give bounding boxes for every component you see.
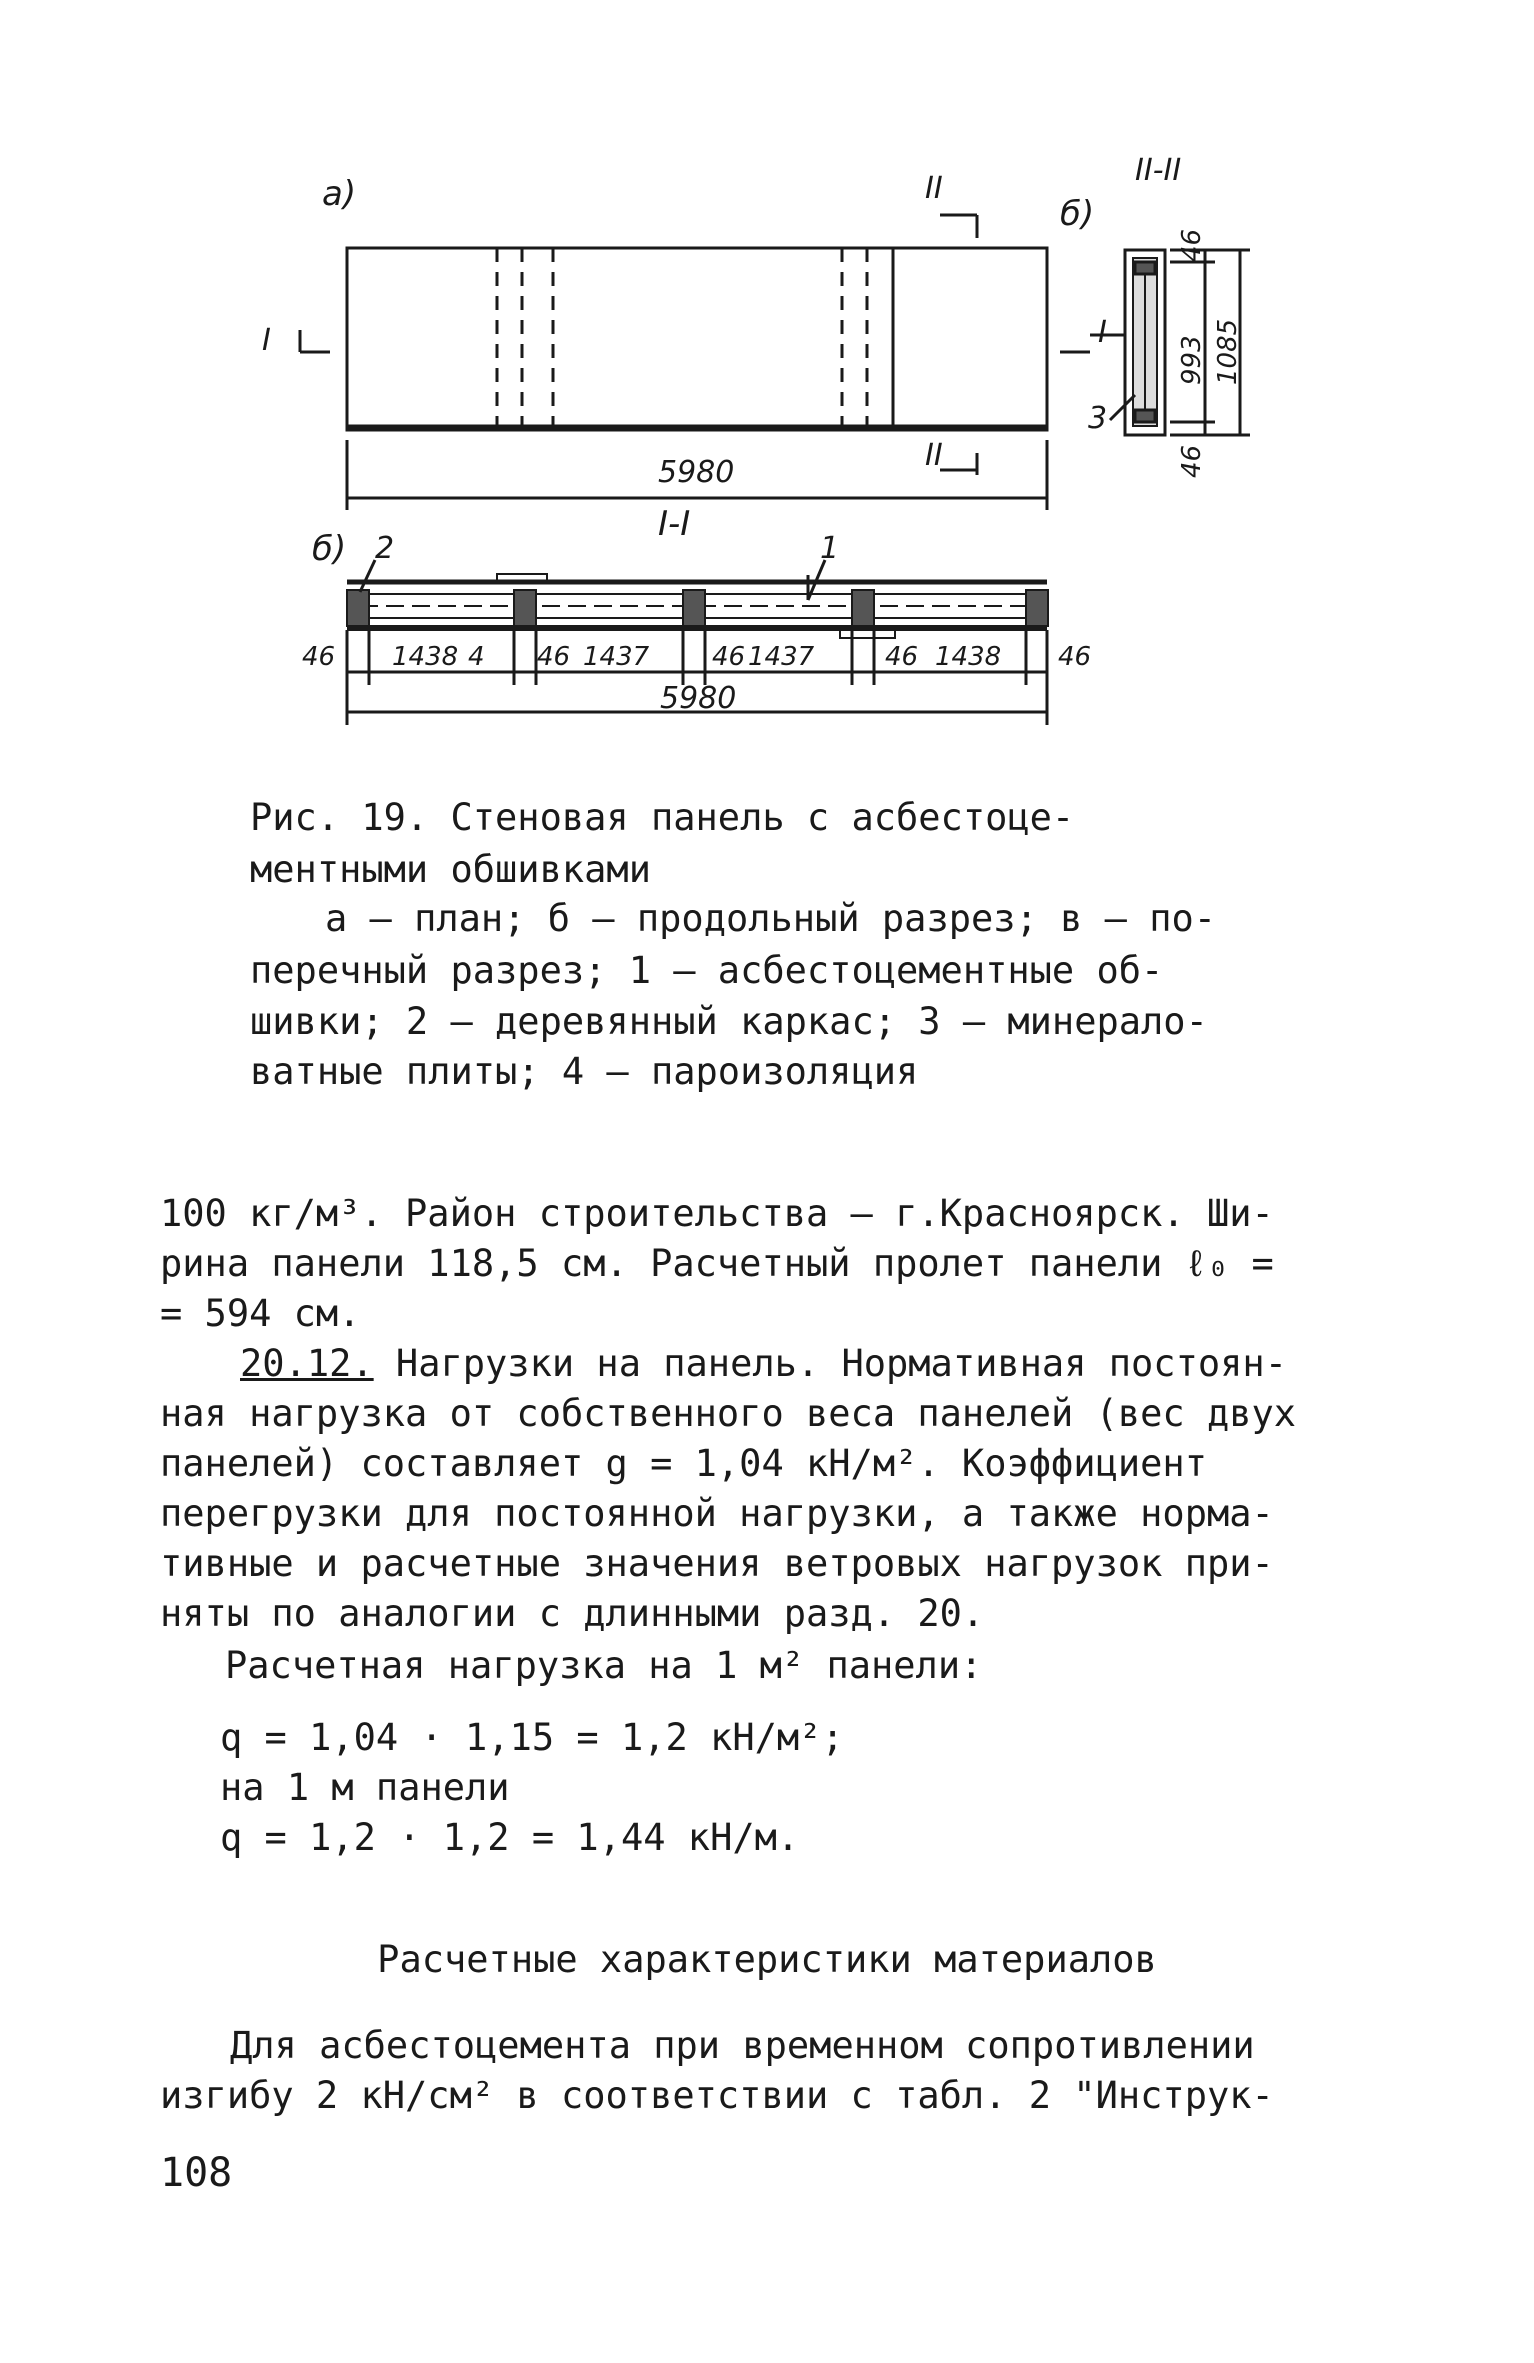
dim-long-4: 1437 <box>583 642 650 672</box>
dim-cross-top: 46 <box>1177 228 1207 262</box>
plan-outline <box>347 248 1047 430</box>
caption-desc-2: перечный разрез; 1 – асбестоцементные об- <box>250 949 1164 992</box>
label-b-side: б) <box>1060 194 1095 234</box>
body-p1-line-2: рина панели 118,5 см. Расчетный пролет панели ℓ₀ = <box>160 1242 1274 1285</box>
body-p4-line-1: Для асбестоцемента при временном сопротивлении <box>230 2024 1255 2067</box>
label-b-section: б) <box>312 529 347 569</box>
dim-long-9: 46 <box>1058 642 1092 672</box>
dim-long-3: 46 <box>537 642 571 672</box>
section-I-left: I <box>262 323 271 358</box>
body-p2-line-1 <box>240 1338 1287 1389</box>
frame-block-3 <box>683 590 705 626</box>
callout-3: 3 <box>1088 401 1108 436</box>
equation-1: q = 1,04 · 1,15 = 1,2 кН/м²; <box>220 1716 844 1759</box>
dim-cross-bottom: 46 <box>1177 444 1207 478</box>
dim-cross-total: 1085 <box>1213 318 1243 385</box>
body-p2-line-2: ная нагрузка от собственного веса панелей (вес двух <box>160 1392 1297 1435</box>
section-I-right: I <box>1098 315 1107 350</box>
caption-title-2: ментными обшивками <box>250 848 651 891</box>
body-p2-line-3: панелей) составляет g = 1,04 кН/м². Коэффициент <box>160 1442 1207 1485</box>
frame-block-1 <box>347 590 369 626</box>
section-number: 20.12. <box>240 1342 374 1385</box>
dim-long-5: 46 <box>712 642 746 672</box>
caption-desc-4: ватные плиты; 4 – пароизоляция <box>250 1050 919 1093</box>
body-p3-line-1: Расчетная нагрузка на 1 м² панели: <box>225 1644 983 1687</box>
caption-desc-1: а – план; б – продольный разрез; в – по- <box>325 897 1217 940</box>
frame-block-5 <box>1026 590 1048 626</box>
section-I-I: I-I <box>658 504 691 544</box>
label-a: а) <box>322 174 357 214</box>
section-heading: Расчетные характеристики материалов <box>377 1938 1157 1981</box>
section-II-top: II <box>925 171 943 206</box>
callout-1: 1 <box>820 531 840 566</box>
body-p2-line-6: няты по аналогии с длинными разд. 20. <box>160 1592 985 1635</box>
section-II-II: II-II <box>1135 153 1182 188</box>
dim-long-8: 1438 <box>935 642 1002 672</box>
frame-block-4 <box>852 590 874 626</box>
dim-long-2: 4 <box>468 642 485 672</box>
dim-long-6: 1437 <box>748 642 815 672</box>
caption-desc-3: шивки; 2 – деревянный каркас; 3 – минерало- <box>250 1000 1208 1043</box>
caption-title-1: Рис. 19. Стеновая панель с асбестоце- <box>250 796 1075 839</box>
callout-2: 2 <box>375 531 395 566</box>
panel-drawing <box>0 0 1534 760</box>
dim-long-7: 46 <box>885 642 919 672</box>
dim-cross-inner: 993 <box>1177 335 1207 385</box>
equation-2: q = 1,2 · 1,2 = 1,44 кН/м. <box>220 1816 800 1859</box>
body-p2-line-4: перегрузки для постоянной нагрузки, а также норма- <box>160 1492 1274 1535</box>
section-II-bottom: II <box>925 438 943 473</box>
body-p1-line-1: 100 кг/м³. Район строительства – г.Красноярск. Ши- <box>160 1192 1274 1235</box>
body-p4-line-2: изгибу 2 кН/см² в соответствии с табл. 2 "Инструк- <box>160 2074 1274 2117</box>
body-p1-line-3: = 594 см. <box>160 1292 361 1335</box>
body-p2-line-5: тивные и расчетные значения ветровых нагрузок при- <box>160 1542 1274 1585</box>
dim-long-0: 46 <box>302 642 336 672</box>
dim-long-total: 5980 <box>660 681 737 716</box>
dim-long-1: 1438 <box>392 642 459 672</box>
equation-mid: на 1 м панели <box>220 1766 510 1809</box>
page-number: 108 <box>160 2150 233 2196</box>
frame-block-2 <box>514 590 536 626</box>
body-p2-line-1-rest: Нагрузки на панель. Нормативная постоян- <box>373 1342 1287 1385</box>
dim-plan-length: 5980 <box>658 455 735 490</box>
